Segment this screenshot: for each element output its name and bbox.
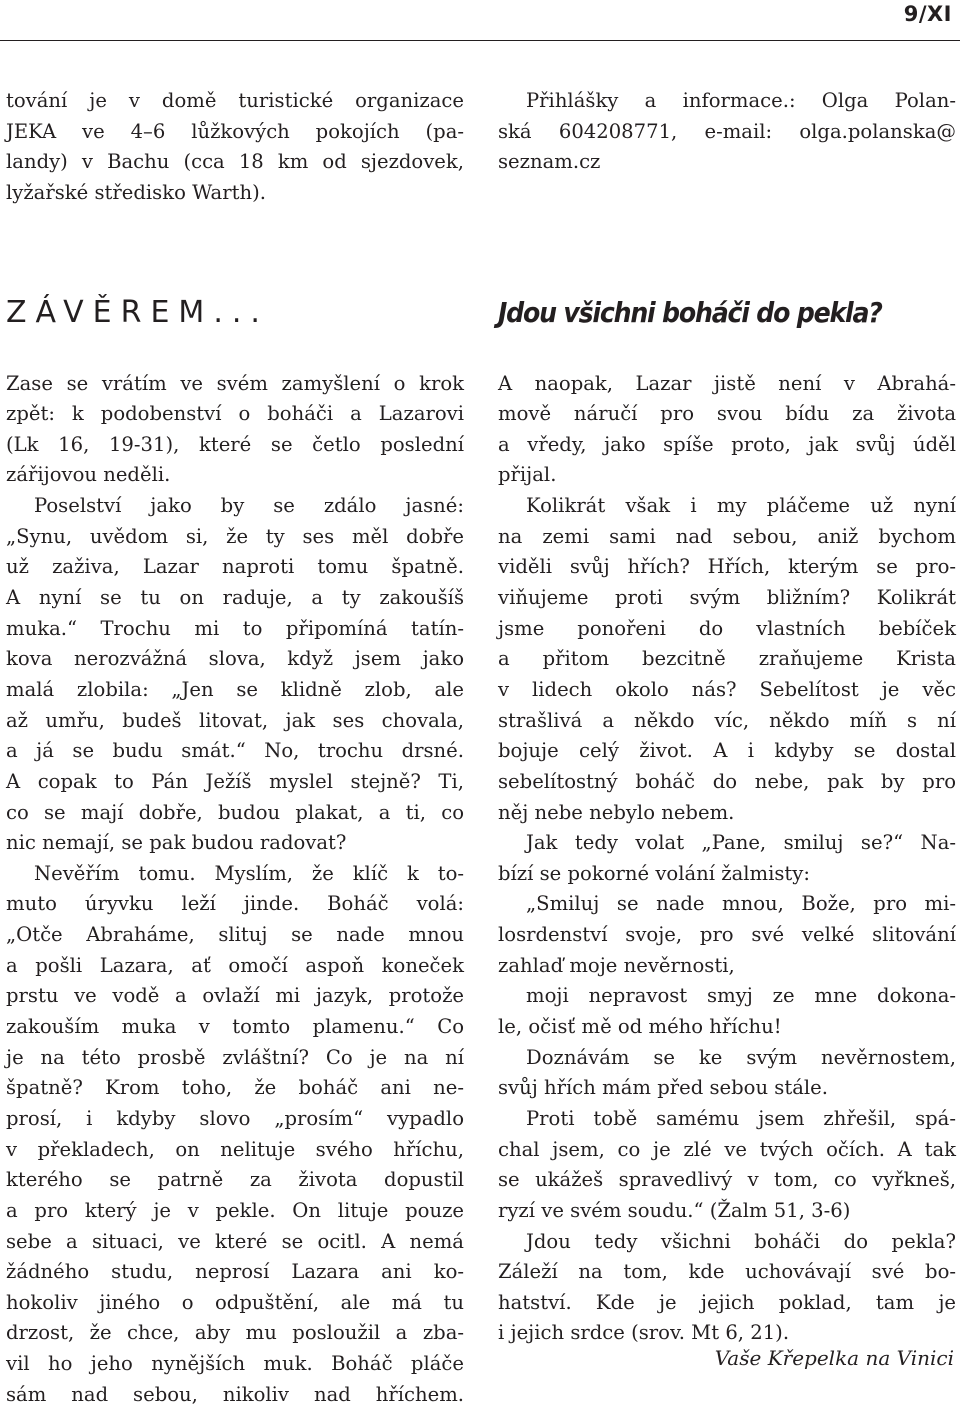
text-line: „Smiluj se nade mnou, Bože, pro mi- (526, 892, 956, 916)
text-line: i jejich srdce (srov. Mt 6, 21). (498, 1321, 790, 1345)
text-line: landy) v Bachu (cca 18 km od sjezdovek, (6, 150, 464, 174)
text-line: bízí se pokorné volání žalmisty: (498, 861, 810, 885)
text-line: špatně? Krom toho, že boháč ani ne- (6, 1076, 464, 1100)
text-line: nic nemají, se pak budou radovat? (6, 831, 347, 855)
text-line: v překladech, on nelituje svého hříchu, (6, 1137, 464, 1161)
left-column (6, 86, 464, 1410)
text-line: a já se budu smát.“ No, trochu drsné. (6, 739, 464, 763)
text-line: co se mají dobře, budou plakat, a ti, co (6, 800, 464, 824)
text-line: le, očisť mě od mého hříchu! (498, 1015, 782, 1039)
text-line: muka.“ Trochu mi to připomíná tatín- (6, 616, 464, 640)
text-line: Jdou tedy všichni boháči do pekla? (526, 1229, 956, 1253)
text-line: seznam.cz (498, 150, 601, 174)
text-line: sebe a situaci, ve které se ocitl. A nemá (6, 1229, 464, 1253)
text-line: zakouším muka v tomto plamenu.“ Co (6, 1015, 464, 1039)
text-line: až umřu, budeš litovat, jak ses chovala, (6, 708, 464, 732)
text-line: sebelítostný boháč do nebe, pak by pro (498, 769, 956, 793)
text-line: kterého se patrně za života dopustil (6, 1168, 464, 1192)
text-line: vil ho jeho nynějších muk. Boháč pláče (6, 1352, 464, 1376)
left-intro-paragraph (6, 86, 464, 209)
text-line: Přihlášky a informace.: Olga Polan- (526, 89, 956, 112)
text-line: Proti tobě samému jsem zhřešil, spá- (526, 1106, 956, 1130)
text-line: přijal. (498, 463, 557, 487)
text-line: v lidech okolo nás? Sebelítost je věc (498, 677, 956, 701)
right-article-body (498, 369, 956, 1350)
text-line: jsme ponořeni do vlastních bebíček (498, 616, 956, 640)
text-line: Doznávám se ke svým nevěrnostem, (526, 1045, 956, 1069)
text-line: viňujeme proti svým bližním? Kolikrát (498, 586, 956, 610)
text-line: losrdenství svoje, pro své velké slitování (498, 923, 956, 947)
text-line: Nevěřím tomu. Myslím, že klíč k to- (34, 861, 464, 885)
right-column (498, 86, 956, 1349)
text-line: Zase se vrátím ve svém zamyšlení o krok (6, 371, 464, 395)
text-line: drzost, že chce, aby mu posloužil a zba- (6, 1321, 464, 1345)
text-line: prosí, i kdyby slovo „prosím“ vypadlo (6, 1106, 464, 1130)
text-line: Jak tedy volat „Pane, smiluj se?“ Na- (526, 831, 956, 855)
text-line: hatství. Kde je jejich poklad, tam je (498, 1290, 956, 1314)
text-line: prstu ve vodě a ovlaží mi jazyk, protože (6, 984, 464, 1008)
text-line: je na této prosbě zvláštní? Co je na ní (6, 1045, 464, 1069)
text-line: a pošli Lazara, ať omočí aspoň koneček (6, 953, 464, 977)
text-line: něj nebe nebylo nebem. (498, 800, 735, 824)
text-line: JEKA ve 4–6 lůžkových pokojích (pa- (6, 119, 464, 143)
text-line: „Otče Abraháme, slituj se nade mnou (6, 923, 464, 947)
text-line: a pro který je v pekle. On lituje pouze (6, 1198, 464, 1222)
header-rule (0, 40, 960, 41)
text-line: tování je v domě turistické organizace (6, 89, 464, 112)
text-line: „Synu, uvědom si, že ty ses měl dobře (6, 524, 464, 548)
text-line: muto úryvku leží jinde. Boháč volá: (6, 892, 464, 916)
section-heading: ZÁVĚREM... (6, 294, 269, 330)
text-line: mově náručí pro svou bídu za života (498, 402, 956, 426)
text-line: A nyní se tu on raduje, a ty zakoušíš (6, 586, 464, 610)
text-line: už zaživa, Lazar naproti tomu špatně. (6, 555, 464, 579)
text-line: A naopak, Lazar jistě není v Abrahá- (498, 371, 956, 395)
text-line: a přitom bezcitně zraňujeme Krista (498, 647, 956, 671)
right-intro-paragraph (498, 86, 956, 178)
text-line: kova nerozvážná slova, když jsem jako (6, 647, 464, 671)
text-line: A copak to Pán Ježíš myslel stejně? Ti, (6, 769, 464, 793)
text-line: bojuje celý život. A i kdyby se dostal (498, 739, 956, 763)
text-line: zahlaď moje nevěrnosti, (498, 953, 735, 977)
text-line: a vředy, jako spíše proto, jak svůj úděl (498, 432, 956, 456)
text-line: ryzí ve svém soudu.“ (Žalm 51, 3-6) (498, 1198, 851, 1222)
author-signature: Vaše Křepelka na Vinici (714, 1346, 954, 1370)
text-line: se ukážeš spravedlivý v tom, co vyřkneš, (498, 1168, 956, 1192)
article-heading: Jdou všichni boháči do pekla? (498, 295, 882, 329)
text-line: svůj hřích mám před sebou stále. (498, 1076, 829, 1100)
text-line: malá zlobila: „Jen se klidně zlob, ale (6, 677, 464, 701)
text-line: Záleží na tom, kde uchovávají své bo- (498, 1260, 956, 1284)
text-line: ská 604208771, e-mail: olga.polanska@ (498, 119, 956, 143)
text-line: viděli svůj hřích? Hřích, kterým se pro- (498, 555, 956, 579)
text-line: sám nad sebou, nikoliv nad hříchem. (6, 1382, 464, 1406)
text-line: (Lk 16, 19-31), které se četlo poslední (6, 432, 464, 456)
text-line: zářijovou neděli. (6, 463, 171, 487)
text-line: lyžařské středisko Warth). (6, 180, 266, 204)
text-line: strašlivá a někdo víc, někdo míň s ní (498, 708, 956, 732)
page-number: 9/XI (903, 2, 952, 26)
text-line: chal jsem, co je zlé ve tvých očích. A tak (498, 1137, 956, 1161)
text-line: hokoliv jiného o odpuštění, ale má tu (6, 1290, 464, 1314)
text-line: na zemi sami nad sebou, aniž bychom (498, 524, 956, 548)
text-line: Poselství jako by se zdálo jasné: (34, 494, 464, 518)
text-line: moji nepravost smyj ze mne dokona- (526, 984, 956, 1008)
text-line: zpět: k podobenství o boháči a Lazarovi (6, 402, 464, 426)
text-line: Kolikrát však i my pláčeme už nyní (526, 494, 956, 518)
left-article-body (6, 369, 464, 1410)
text-line: žádného studu, neprosí Lazara ani ko- (6, 1260, 464, 1284)
